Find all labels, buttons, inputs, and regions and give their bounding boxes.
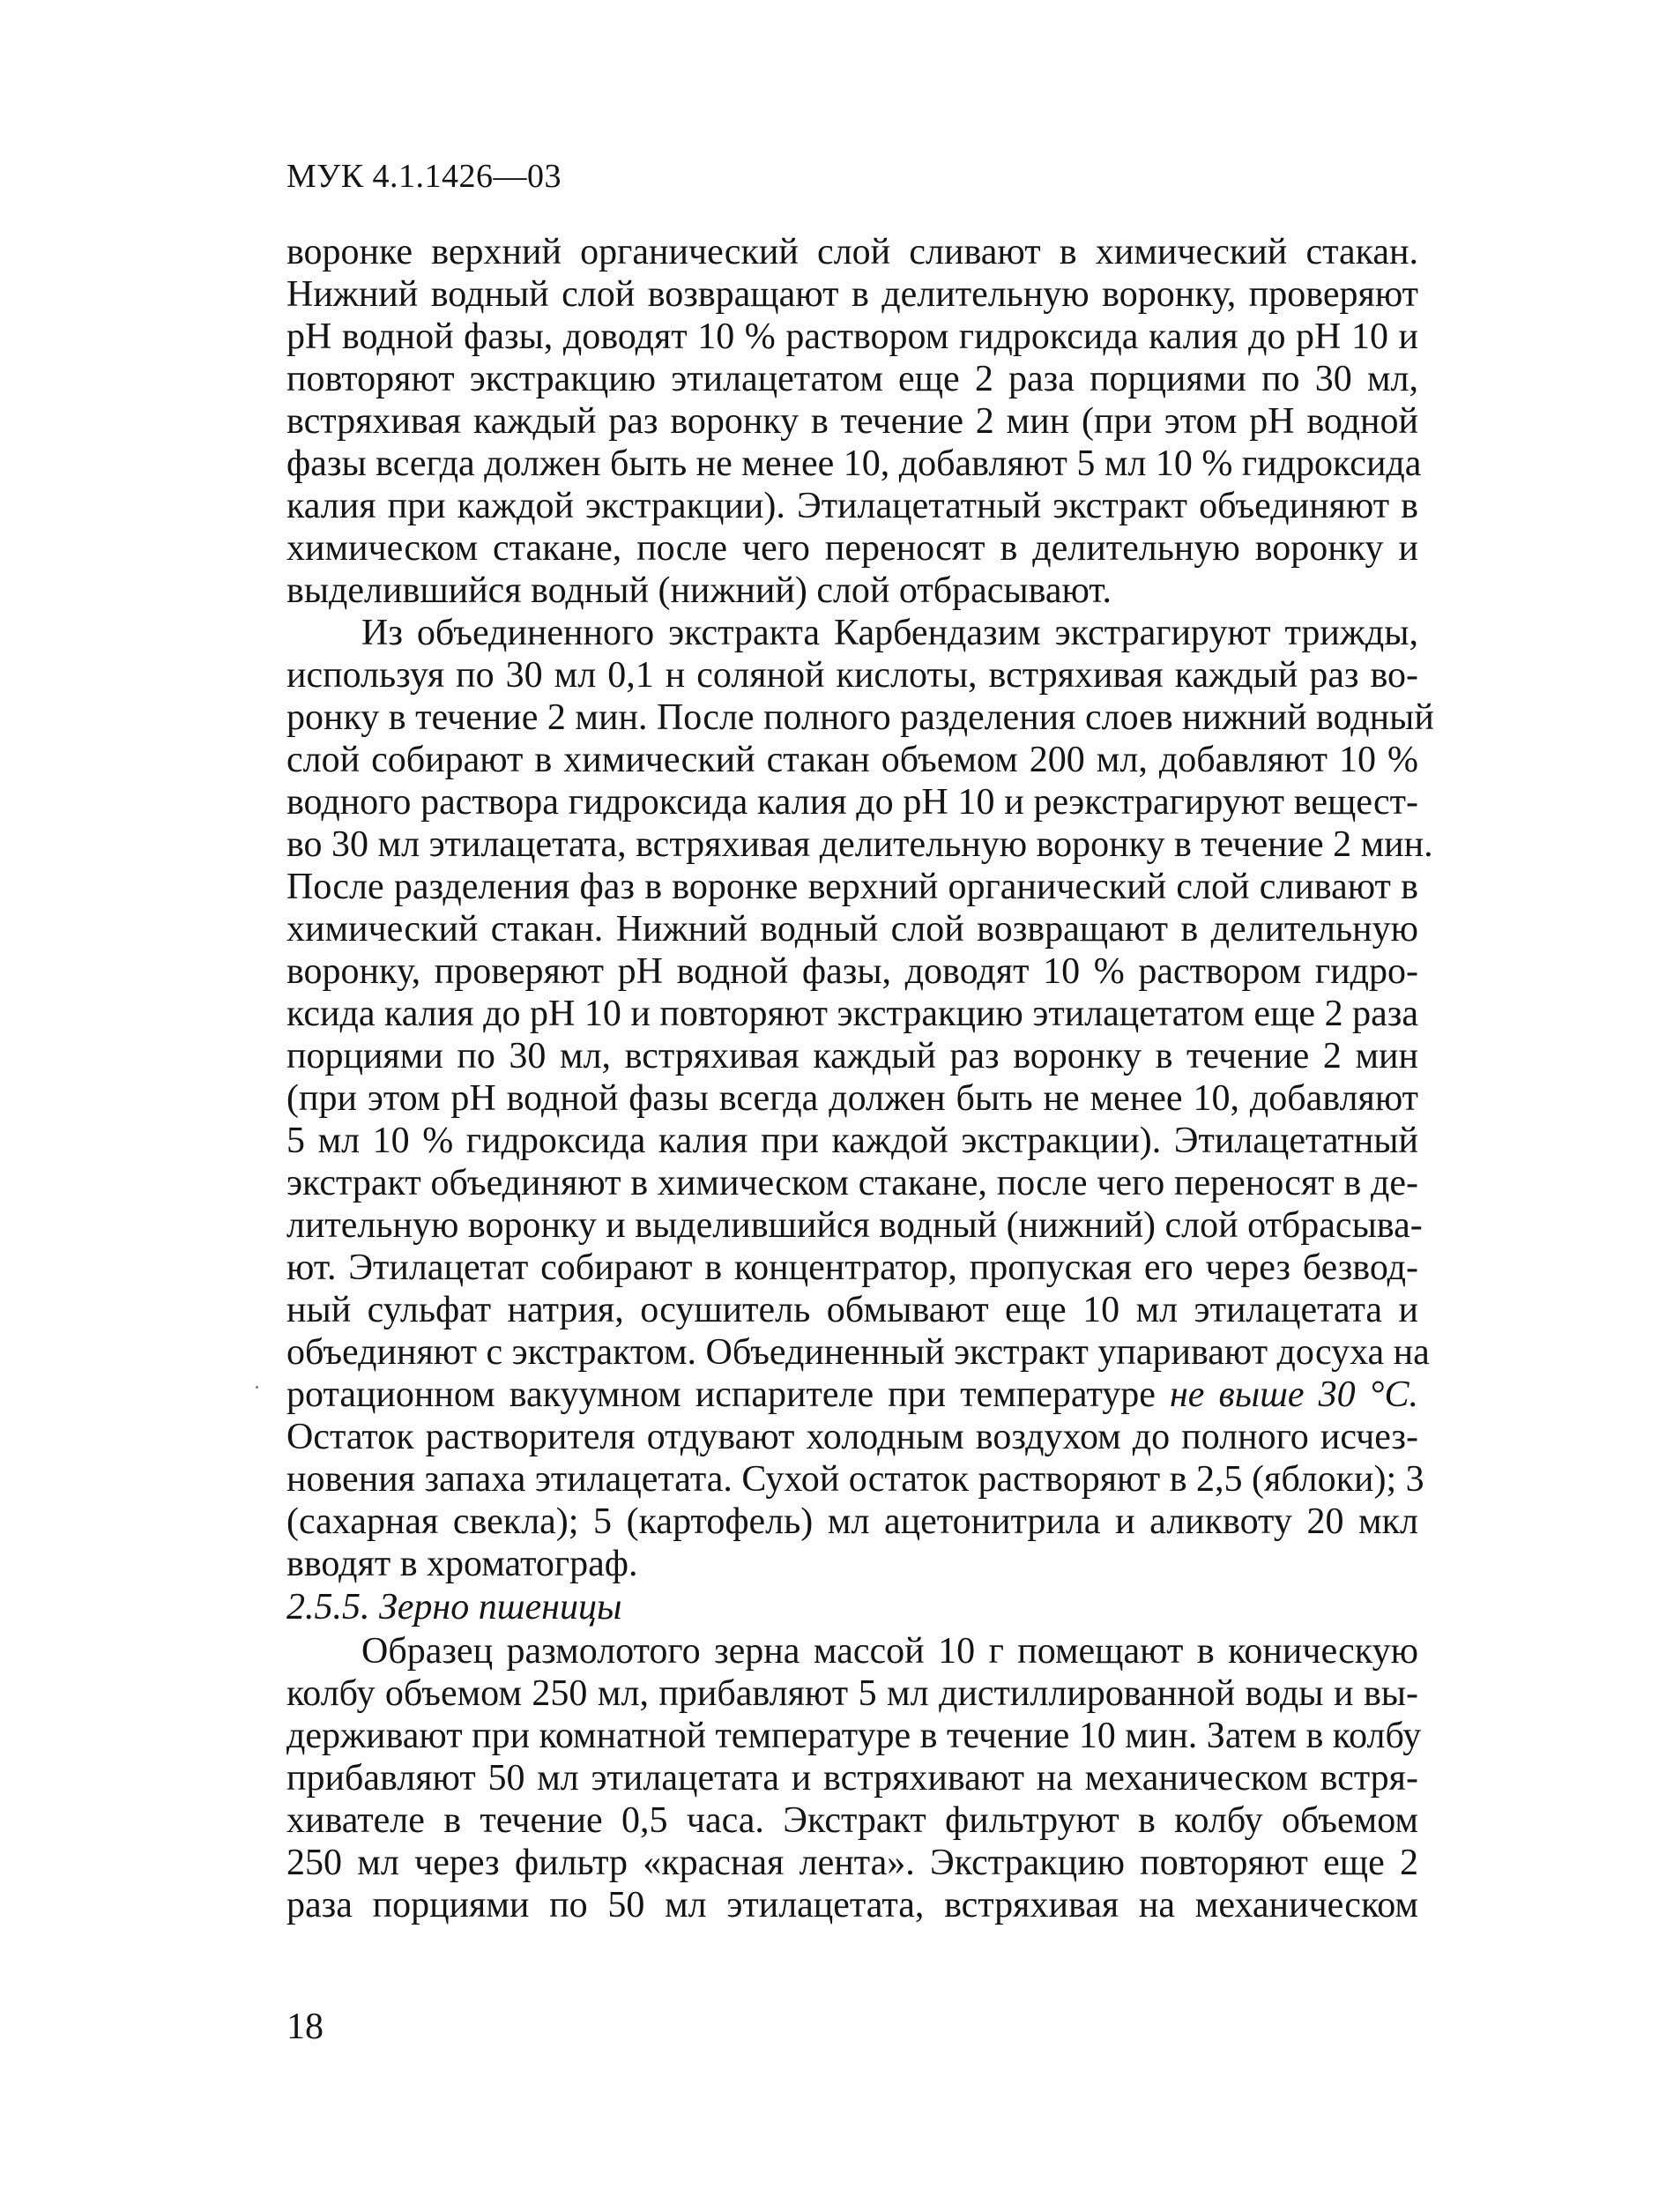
- text-line: воронку, проверяют рН водной фазы, доводят 10 % раствором гидро-: [286, 951, 1418, 992]
- text-line: выделившийся водный (нижний) слой отбрасывают.: [286, 570, 1112, 611]
- text-line: прибавляют 50 мл этилацетата и встряхивают на механическом встря-: [286, 1758, 1418, 1799]
- text-line: Остаток растворителя отдувают холодным воздухом до полного исчез-: [286, 1417, 1418, 1457]
- text-line: фазы всегда должен быть не менее 10, добавляют 5 мл 10 % гидроксида: [286, 443, 1422, 484]
- text-line: рН водной фазы, доводят 10 % раствором гидроксида калия до рН 10 и: [286, 317, 1418, 357]
- text-line: ют. Этилацетат собирают в концентратор, пропуская его через безвод-: [286, 1248, 1418, 1288]
- text-line: хивателе в течение 0,5 часа. Экстракт фильтруют в колбу объемом: [286, 1800, 1418, 1841]
- text-line: Нижний водный слой возвращают в делительную воронку, проверяют: [286, 274, 1418, 315]
- section-heading: 2.5.5. Зерно пшеницы: [286, 1587, 622, 1627]
- text-line: встряхивая каждый раз воронку в течение 2 мин (при этом рН водной: [286, 401, 1418, 442]
- text-line: вводят в хроматограф.: [286, 1544, 638, 1584]
- text-line: (сахарная свекла); 5 (картофель) мл ацетонитрила и аликвоту 20 мкл: [286, 1501, 1418, 1542]
- text-line: 5 мл 10 % гидроксида калия при каждой экстракции). Этилацетатный: [286, 1121, 1418, 1161]
- text-line: используя по 30 мл 0,1 н соляной кислоты, встряхивая каждый раз во-: [286, 655, 1418, 696]
- text-line: повторяют экстракцию этилацетатом еще 2 раза порциями по 30 мл,: [286, 359, 1418, 399]
- text-line: колбу объемом 250 мл, прибавляют 5 мл дистиллированной воды и вы-: [286, 1673, 1418, 1714]
- text-line: ный сульфат натрия, осушитель обмывают еще 10 мл этилацетата и: [286, 1290, 1418, 1330]
- text-line: раза порциями по 50 мл этилацетата, встряхивая на механическом: [286, 1885, 1418, 1925]
- text-line: держивают при комнатной температуре в течение 10 мин. Затем в колбу: [286, 1716, 1422, 1756]
- text-line: Образец размолотого зерна массой 10 г помещают в коническую: [361, 1631, 1418, 1672]
- text-line: водного раствора гидроксида калия до рН 10 и реэкстрагируют вещест-: [286, 782, 1418, 823]
- text-line: ронку в течение 2 мин. После полного разделения слоев нижний водный: [286, 697, 1434, 738]
- paragraph-3: [286, 1630, 1422, 1926]
- running-title: МУК 4.1.1426—03: [286, 158, 562, 195]
- text-line: во 30 мл этилацетата, встряхивая делительную воронку в течение 2 мин.: [286, 824, 1433, 865]
- scan-speck: [256, 1386, 258, 1389]
- text-line: порциями по 30 мл, встряхивая каждый раз воронку в течение 2 мин: [286, 1036, 1418, 1076]
- text-line: новения запаха этилацетата. Сухой остаток растворяют в 2,5 (яблоки); 3: [286, 1459, 1424, 1500]
- text-line: химический стакан. Нижний водный слой возвращают в делительную: [286, 909, 1418, 950]
- text-line: химическом стакане, после чего переносят в делительную воронку и: [286, 528, 1418, 569]
- body-text: [286, 231, 1434, 1926]
- paragraph-2: [286, 612, 1434, 1585]
- text-line: лительную воронку и выделившийся водный (нижний) слой отбрасыва-: [286, 1205, 1423, 1246]
- page-number: 18: [286, 2007, 324, 2047]
- text-line: воронке верхний органический слой сливают в химический стакан.: [286, 232, 1418, 272]
- text-line: (при этом рН водной фазы всегда должен быть не менее 10, добавляют: [286, 1078, 1418, 1119]
- temperature-line-text: ротационном вакуумном испарителе при температуре: [286, 1374, 1170, 1415]
- temperature-line: [286, 1374, 1418, 1416]
- text-line: объединяют с экстрактом. Объединенный экстракт упаривают досуха на: [286, 1332, 1430, 1373]
- text-line: 250 мл через фильтр «красная лента». Экстракцию повторяют еще 2: [286, 1843, 1418, 1883]
- text-line: калия при каждой экстракции). Этилацетатный экстракт объединяют в: [286, 486, 1418, 526]
- paragraph-1: [286, 231, 1422, 612]
- text-line: ксида калия до рН 10 и повторяют экстракцию этилацетатом еще 2 раза: [286, 994, 1418, 1034]
- text-line: Из объединенного экстракта Карбендазим экстрагируют трижды,: [361, 613, 1418, 653]
- text-line: слой собирают в химический стакан объемом 200 мл, добавляют 10 %: [286, 740, 1418, 780]
- text-line: экстракт объединяют в химическом стакане, после чего переносят в де-: [286, 1163, 1418, 1203]
- text-line: После разделения фаз в воронке верхний органический слой сливают в: [286, 867, 1418, 907]
- temperature-emphasis: не выше 30 °С.: [1169, 1374, 1418, 1415]
